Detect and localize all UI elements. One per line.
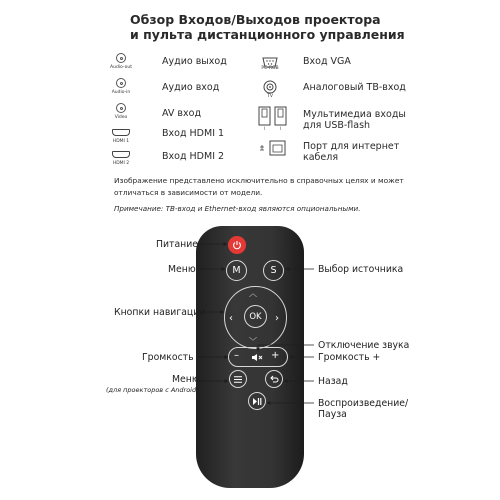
callout-navigation: Кнопки навигации: [114, 307, 206, 318]
svg-text:I: I: [279, 126, 282, 131]
callout-play-pause-line-1: Воспроизведение/: [318, 398, 409, 409]
audio-out-label: Аудио выход: [162, 56, 227, 67]
android-menu-button[interactable]: [229, 370, 247, 388]
callout-back: Назад: [318, 376, 348, 387]
callout-mute: Отключение звука: [318, 340, 410, 351]
vga-caption: PC-RGB: [261, 66, 279, 71]
hamburger-icon: [234, 376, 242, 383]
remote-control: [196, 226, 304, 488]
ethernet-label-line-1: Порт для интернет: [303, 141, 400, 152]
hdmi1-port-icon: [112, 129, 130, 136]
callout-play-pause-line-2: Пауза: [318, 409, 347, 420]
callout-power: Питание: [156, 239, 198, 250]
back-arrow-icon: [270, 375, 279, 383]
disclaimer-line-1: Изображение представлено исключительно в справочных целях и может: [114, 176, 404, 185]
svg-text:I: I: [263, 126, 266, 131]
volume-up-button[interactable]: +: [271, 350, 280, 361]
power-button[interactable]: [228, 236, 246, 254]
title-line-1: Обзор Входов/Выходов проектора: [130, 12, 381, 27]
title-line-2: и пульта дистанционного управления: [130, 27, 405, 42]
disclaimer-line-2: отличаться в зависимости от модели.: [114, 188, 263, 197]
audio-in-jack-icon: [116, 78, 126, 88]
nav-right-icon[interactable]: ›: [275, 313, 279, 324]
disclaimer-text: [114, 175, 414, 199]
menu-button[interactable]: M: [226, 260, 247, 281]
back-button[interactable]: [265, 370, 283, 388]
volume-down-button[interactable]: –: [234, 350, 239, 361]
tv-caption: TV: [267, 94, 273, 99]
usb-label-line-1: Мультимедиа входы: [303, 109, 406, 120]
hdmi2-label: Вход HDMI 2: [162, 151, 225, 162]
nav-up-icon[interactable]: ︿: [249, 289, 257, 298]
note-text: Примечание: ТВ-вход и Ethernet-вход являются опциональными.: [114, 204, 361, 213]
play-pause-button[interactable]: [248, 392, 266, 410]
callout-play-pause: [318, 398, 408, 420]
vga-label: Вход VGA: [303, 56, 351, 67]
ethernet-port-icon: [259, 140, 287, 162]
nav-down-icon[interactable]: ﹀: [249, 337, 257, 346]
audio-out-caption: Audio-out: [110, 65, 132, 70]
ethernet-label: [303, 141, 399, 163]
ethernet-label-line-2: кабеля: [303, 152, 339, 163]
callout-source: Выбор источника: [318, 264, 404, 275]
usb-ports-icon: [258, 106, 288, 136]
callout-volume-down: Громкость -: [142, 352, 200, 363]
page-title: [130, 12, 405, 42]
callout-android-menu-note: (для проекторов с Android): [106, 386, 199, 394]
video-jack-icon: [116, 103, 126, 113]
usb-label: [303, 109, 406, 131]
video-caption: Video: [114, 115, 128, 120]
callout-volume-up: Громкость +: [318, 352, 381, 363]
hdmi2-port-icon: [112, 151, 130, 158]
hdmi2-caption: HDMI 2: [112, 161, 130, 166]
play-pause-icon: [253, 398, 262, 405]
video-label: AV вход: [162, 108, 202, 119]
hdmi1-label: Вход HDMI 1: [162, 128, 225, 139]
mute-icon[interactable]: [251, 353, 263, 362]
hdmi1-caption: HDMI 1: [112, 139, 130, 144]
usb-label-line-2: для USB-flash: [303, 120, 371, 131]
tv-label: Аналоговый ТВ-вход: [303, 82, 406, 93]
nav-left-icon[interactable]: ‹: [229, 313, 233, 324]
audio-in-label: Аудио вход: [162, 82, 220, 93]
ok-button[interactable]: OK: [244, 305, 267, 328]
audio-out-jack-icon: [116, 53, 126, 63]
callout-android-menu: Меню: [172, 374, 200, 385]
power-icon: [232, 240, 242, 250]
callout-menu: Меню: [168, 264, 196, 275]
source-button[interactable]: S: [263, 260, 284, 281]
audio-in-caption: Audio-in: [111, 90, 131, 95]
